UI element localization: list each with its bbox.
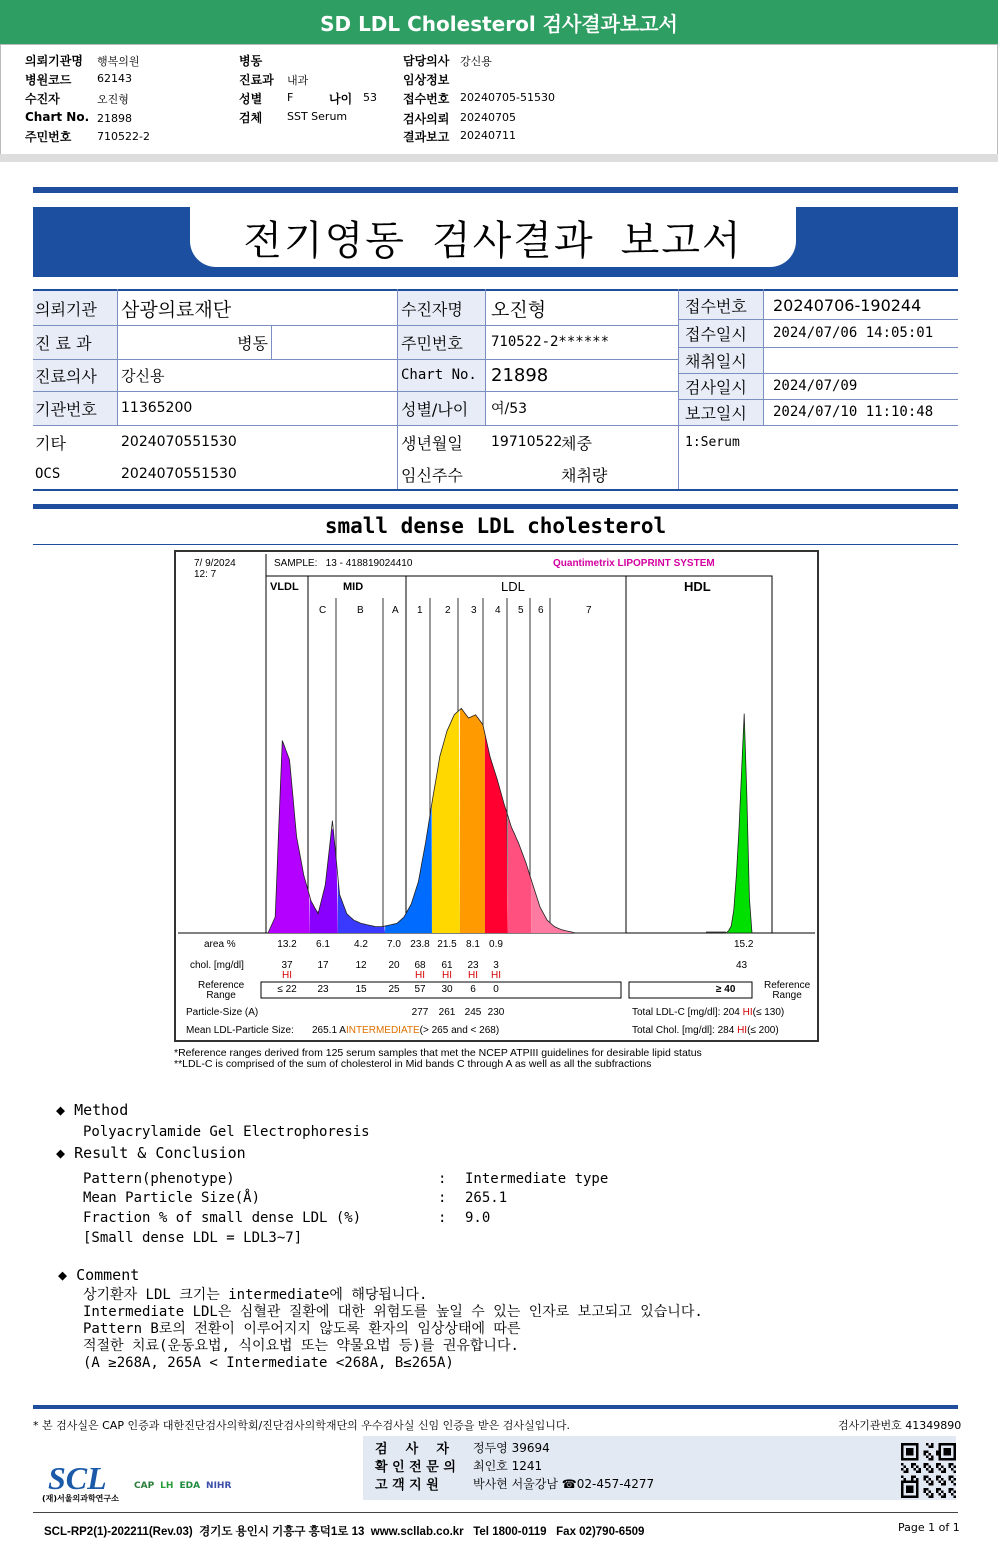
scl-logo: SCL <box>48 1460 107 1496</box>
chol-value: 37 <box>281 960 293 971</box>
value-accession: 20240706-190244 <box>773 295 922 315</box>
rule <box>33 489 958 491</box>
curve-band-fill <box>385 805 432 933</box>
area-value: 4.2 <box>354 939 368 950</box>
mean-size-value: 265.1 <box>312 1025 338 1036</box>
footnote-1: *Reference ranges derived from 125 serum samples that met the NCEP ATPIII guidelines for desirable lipid status <box>174 1047 702 1059</box>
total-chol-ref: (≤ 200) <box>747 1025 779 1036</box>
field-label: 병동 <box>239 54 263 68</box>
comment-line: 상기환자 LDL 크기는 intermediate에 해당됩니다. <box>83 1287 428 1303</box>
curve-band-fill <box>460 709 485 933</box>
section-rule <box>33 504 958 509</box>
hi-flag: HI <box>442 970 452 981</box>
band-label-c: C <box>319 605 327 616</box>
value-inst-no: 11365200 <box>121 400 193 416</box>
label-rrn: 주민번호 <box>401 333 463 353</box>
chart-footnotes <box>174 1048 702 1070</box>
area-value: 6.1 <box>316 939 330 950</box>
field-value: F <box>287 91 294 104</box>
field-label: 나이 <box>329 92 353 106</box>
group-ldl: LDL <box>501 579 525 594</box>
brand-suffix: SYSTEM <box>673 558 715 569</box>
result-label: Fraction % of small dense LDL (%) <box>83 1210 362 1226</box>
label-patient: 수진자명 <box>401 299 463 319</box>
method-title: Method <box>74 1101 129 1119</box>
mean-size <box>312 1025 499 1036</box>
chart-brand <box>553 558 715 569</box>
top-rule <box>33 187 958 193</box>
staff-value: 최인호 1241 <box>473 1459 543 1473</box>
field-label: 검체 <box>239 111 263 125</box>
chol-value: 23 <box>467 960 479 971</box>
total-ldl-label: Total LDL-C [mg/dl]: <box>632 1007 721 1018</box>
chol-value: 20 <box>388 960 400 971</box>
result-label: Mean Particle Size(Å) <box>83 1190 261 1206</box>
value-etc: 2024070551530 <box>121 434 237 450</box>
hdl-area: 15.2 <box>734 939 754 950</box>
mean-size-unit: A <box>339 1025 346 1036</box>
rule <box>397 289 398 489</box>
area-value: 8.1 <box>466 939 480 950</box>
comment-body <box>83 1287 703 1372</box>
chol-value: 3 <box>493 960 499 971</box>
total-ldl-value: 204 <box>723 1007 740 1018</box>
row-label-ref <box>198 981 244 1001</box>
chart-time: 12: 7 <box>194 569 217 580</box>
particle-size-value: 261 <box>438 1007 456 1018</box>
request-info-panel <box>0 44 998 156</box>
total-chol <box>632 1025 779 1036</box>
field-value: 강신용 <box>460 55 492 68</box>
group-vldl: VLDL <box>270 581 299 593</box>
curve-band-fill <box>531 879 626 933</box>
hdl-chol: 43 <box>736 960 748 971</box>
result-note: [Small dense LDL = LDL3~7] <box>83 1230 303 1246</box>
rule <box>271 325 272 359</box>
area-value: 7.0 <box>387 939 401 950</box>
hdl-ref: ≥ 40 <box>716 984 736 995</box>
staff-panel <box>363 1436 956 1500</box>
report-title: 전기영동 검사결과 보고서 <box>190 207 796 267</box>
result-label: Pattern(phenotype) <box>83 1171 235 1187</box>
band-label-5: 5 <box>518 605 524 616</box>
patient-info-table <box>33 289 958 491</box>
band-label-6: 6 <box>538 605 544 616</box>
total-ldl-flag: HI <box>742 1007 753 1018</box>
value-accession-date: 2024/07/06 14:05:01 <box>773 325 934 341</box>
value-report-date: 2024/07/10 11:10:48 <box>773 404 934 420</box>
curve-band-fill <box>432 711 460 933</box>
staff-value: 박사현 서울강남 ☎02-457-4277 <box>473 1477 655 1491</box>
field-value: 62143 <box>97 72 132 85</box>
report-header-title: SD LDL Cholesterol 검사결과보고서 <box>0 0 998 44</box>
field-value: 행복의원 <box>97 55 140 68</box>
value-ocs: 2024070551530 <box>121 466 237 482</box>
row-label-chol: chol. [mg/dl] <box>190 960 244 971</box>
particle-size-value: 277 <box>411 1007 429 1018</box>
eda-badge: EDA <box>179 1481 201 1491</box>
section-title: small dense LDL cholesterol <box>324 514 667 538</box>
value-doctor: 강신용 <box>121 366 165 385</box>
inst-number: 검사기관번호 41349890 <box>838 1419 962 1432</box>
field-label: 검사의뢰 <box>403 112 450 126</box>
result-value: Intermediate type <box>465 1171 609 1187</box>
value-test-date: 2024/07/09 <box>773 378 858 394</box>
band-label-4: 4 <box>495 605 501 616</box>
result-value: 265.1 <box>465 1190 508 1206</box>
label-test-date: 검사일시 <box>685 377 747 397</box>
total-ldl <box>632 1007 784 1018</box>
footnote-2: **LDL-C is comprised of the sum of cholesterol in Mid bands C through A as well as all the subfractions <box>174 1058 652 1070</box>
value-dob: 19710522 <box>491 434 563 450</box>
label-department: 진 료 과 <box>35 333 92 353</box>
field-label: 성별 <box>239 92 263 106</box>
result-heading <box>56 1144 246 1162</box>
total-chol-value: 284 <box>717 1025 735 1036</box>
ref-label-line1: Reference <box>764 980 811 991</box>
field-label: Chart No. <box>25 110 90 124</box>
hi-flag: HI <box>468 970 478 981</box>
total-chol-flag: HI <box>737 1025 748 1036</box>
field-label: 결과보고 <box>403 130 450 144</box>
label-institution: 의뢰기관 <box>35 299 97 319</box>
field-value: 내과 <box>287 74 309 87</box>
ref-value: 57 <box>414 984 426 995</box>
accreditation-badges <box>134 1481 231 1491</box>
chol-value: 17 <box>317 960 329 971</box>
area-value: 13.2 <box>277 939 297 950</box>
hi-flag: HI <box>491 970 501 981</box>
staff-label: 고 객 지 원 <box>375 1478 439 1493</box>
method-heading <box>56 1101 128 1119</box>
mean-size-label: Mean LDL-Particle Size: <box>186 1025 294 1036</box>
row-label-area: area % <box>204 939 236 950</box>
rule <box>33 425 958 426</box>
comment-line: Pattern B로의 전환이 이루어지지 않도록 환자의 임상상태에 따른 <box>83 1321 521 1337</box>
field-label: 진료과 <box>239 73 274 87</box>
ref-label-line2: Range <box>772 990 802 1001</box>
field-label: 병원코드 <box>25 73 72 87</box>
label-weight: 체중 <box>561 433 592 453</box>
label-dob: 생년월일 <box>401 433 463 453</box>
label-sex-age: 성별/나이 <box>401 399 469 419</box>
field-value: 20240711 <box>460 129 516 142</box>
field-value: 21898 <box>97 112 132 125</box>
chart-date: 7/ 9/2024 <box>194 558 236 569</box>
result-colon: : <box>438 1210 447 1226</box>
chart-sample: SAMPLE: 13 - 418819024410 <box>274 558 413 569</box>
ref-value: 30 <box>441 984 453 995</box>
label-chart-no: Chart No. <box>401 367 477 383</box>
field-label: 주민번호 <box>25 130 72 144</box>
qr-code-icon <box>901 1443 956 1498</box>
label-accession-date: 접수일시 <box>685 324 747 344</box>
result-value: 9.0 <box>465 1210 491 1226</box>
field-label: 담당의사 <box>403 54 450 68</box>
comment-title: Comment <box>76 1266 140 1284</box>
field-value: 53 <box>363 91 377 104</box>
value-sex-age: 여/53 <box>491 401 528 417</box>
band-label-1: 1 <box>417 605 423 616</box>
curve-band-fill <box>338 876 385 933</box>
footer-address: SCL-RP2(1)-202211(Rev.03) 경기도 용인시 기흥구 흥덕1로 13 www.scllab.co.kr Tel 1800-0119 Fax 02)790-6509 <box>44 1526 645 1538</box>
field-value: 오진형 <box>97 93 129 106</box>
diamond-icon: ◆ <box>56 1101 75 1119</box>
field-label: 의뢰기관명 <box>25 54 83 68</box>
group-mid: MID <box>343 581 364 593</box>
field-value: 20240705 <box>460 111 516 124</box>
staff-label: 검 사 자 <box>375 1442 449 1457</box>
rule <box>485 289 486 425</box>
ref-value: 6 <box>470 984 476 995</box>
header-divider <box>0 154 998 162</box>
result-colon: : <box>438 1171 447 1187</box>
row-label-ref-right <box>764 981 810 1001</box>
value-specimen: 1:Serum <box>685 434 740 450</box>
ref-value: 0 <box>493 984 499 995</box>
total-ldl-ref: (≤ 130) <box>752 1007 785 1018</box>
label-ocs: OCS <box>35 466 61 482</box>
diamond-icon: ◆ <box>56 1144 75 1162</box>
lh-badge: LH <box>160 1481 174 1491</box>
chol-value: 68 <box>414 960 426 971</box>
comment-heading <box>58 1266 139 1284</box>
label-doctor: 진료의사 <box>35 366 97 386</box>
total-chol-label: Total Chol. [mg/dl]: <box>632 1025 715 1036</box>
ref-value: 15 <box>355 984 367 995</box>
label-inst-no: 기관번호 <box>35 399 97 419</box>
lipoprint-chart <box>174 550 819 1042</box>
field-value: SST Serum <box>287 110 348 123</box>
band-label-2: 2 <box>445 605 451 616</box>
footer-rule <box>33 1405 958 1409</box>
curve-band-fill <box>508 816 531 933</box>
field-label: 접수번호 <box>403 92 450 106</box>
value-institution: 삼광의료재단 <box>121 298 232 321</box>
section-rule <box>33 544 958 545</box>
footer-line <box>33 1512 958 1513</box>
label-report-date: 보고일시 <box>685 403 747 423</box>
comment-line: (A ≥268A, 265A < Intermediate <268A, B≤265A) <box>83 1355 454 1371</box>
staff-value: 정두영 39694 <box>473 1441 550 1455</box>
value-chart-no: 21898 <box>491 364 549 386</box>
area-value: 21.5 <box>437 939 457 950</box>
mean-size-category: INTERMEDIATE <box>345 1025 420 1036</box>
particle-size-label: Particle-Size (A) <box>186 1007 259 1018</box>
result-title: Result & Conclusion <box>74 1144 246 1162</box>
chol-value: 61 <box>441 960 453 971</box>
cert-note: * 본 검사실은 CAP 인증과 대한진단검사의학회/진단검사의학재단의 우수검사실 신임 인증을 받은 검사실입니다. <box>33 1419 571 1432</box>
label-volume: 채취량 <box>561 465 608 485</box>
band-label-7: 7 <box>586 605 592 616</box>
nihr-badge: NIHR <box>206 1481 232 1491</box>
rule <box>117 289 118 425</box>
value-rrn: 710522-2****** <box>491 334 610 350</box>
curve-band-fill <box>268 741 310 934</box>
band-label-a: A <box>392 605 399 616</box>
diamond-icon: ◆ <box>58 1266 77 1284</box>
comment-line: 적절한 치료(운동요법, 식이요법 또는 약물요법 등)를 권유합니다. <box>83 1338 519 1354</box>
rule <box>763 289 764 425</box>
field-value: 20240705-51530 <box>460 91 555 104</box>
value-department: 병동 <box>237 333 268 353</box>
label-etc: 기타 <box>35 433 66 453</box>
ref-label-line1: Reference <box>198 980 245 991</box>
group-hdl: HDL <box>684 579 711 594</box>
hi-flag: HI <box>415 970 425 981</box>
area-value: 0.9 <box>489 939 503 950</box>
field-label: 임상정보 <box>403 73 450 87</box>
comment-line: Intermediate LDL은 심혈관 질환에 대한 위험도를 높일 수 있는 인자로 보고되고 있습니다. <box>83 1304 703 1320</box>
ref-value: 23 <box>317 984 329 995</box>
ref-label-line2: Range <box>206 990 236 1001</box>
label-collection-date: 채취일시 <box>685 351 747 371</box>
particle-size-value: 245 <box>464 1007 482 1018</box>
cap-badge: CAP <box>134 1481 155 1491</box>
page-number: Page 1 of 1 <box>898 1521 960 1534</box>
field-label: 수진자 <box>25 92 60 106</box>
mean-size-range: (> 265 and < 268) <box>419 1025 500 1036</box>
band-label-b: B <box>357 605 364 616</box>
ref-value: 25 <box>388 984 400 995</box>
ref-value: ≤ 22 <box>277 984 297 995</box>
brand-name: Quantimetrix LIPOPRINT <box>553 558 671 569</box>
result-colon: : <box>438 1190 447 1206</box>
curve-band-fill <box>485 734 508 933</box>
label-accession: 접수번호 <box>685 296 747 316</box>
area-value: 23.8 <box>410 939 430 950</box>
hdl-peak <box>726 714 752 933</box>
field-value: 710522-2 <box>97 130 150 143</box>
method-text: Polyacrylamide Gel Electrophoresis <box>83 1124 370 1140</box>
particle-size-value: 230 <box>487 1007 505 1018</box>
value-patient: 오진형 <box>491 298 547 321</box>
band-label-3: 3 <box>471 605 477 616</box>
staff-label: 확 인 전 문 의 <box>375 1460 456 1475</box>
scl-logo-sub: (재)서울의과학연구소 <box>42 1494 119 1503</box>
hi-flag: HI <box>282 970 292 981</box>
curve-band-fill <box>310 828 338 933</box>
label-preg: 임신주수 <box>401 465 463 485</box>
rule <box>678 289 679 489</box>
chol-value: 12 <box>355 960 367 971</box>
